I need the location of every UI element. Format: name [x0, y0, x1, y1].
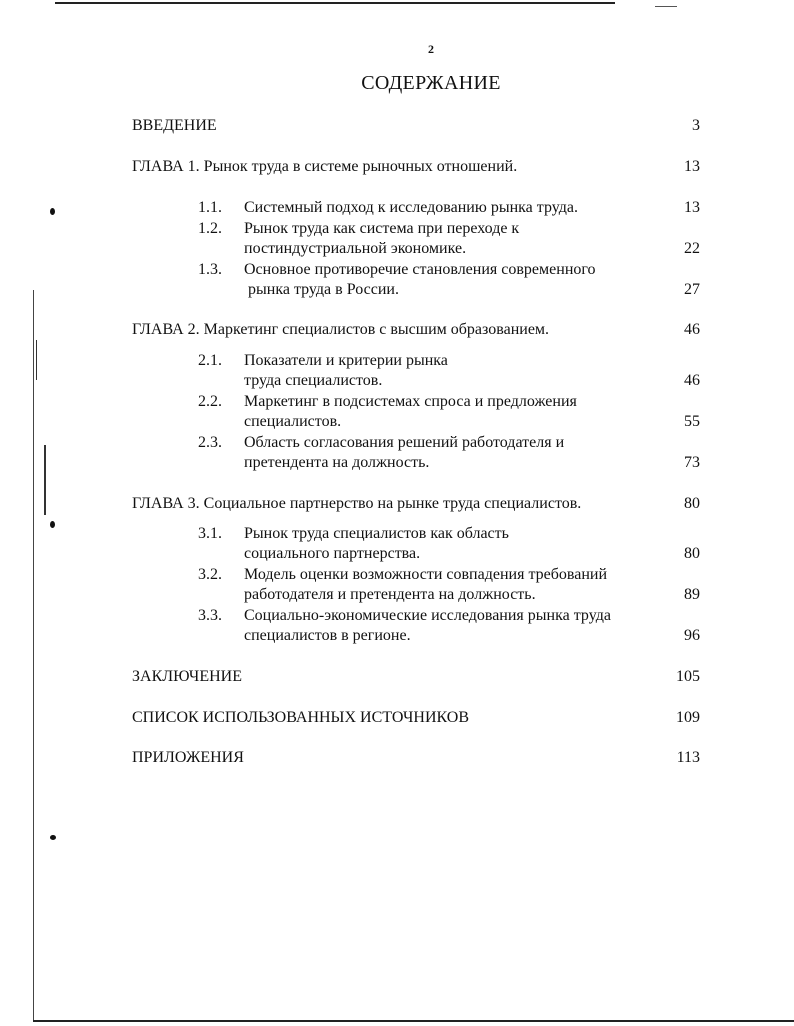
- scan-bottom-rule: [33, 1020, 794, 1022]
- scan-top-rule-short: [655, 6, 677, 7]
- toc-section-text: Маркетинг в подсистемах спроса и предложения: [244, 393, 577, 410]
- toc-section-text: претендента на должность.: [244, 454, 430, 471]
- scan-dot-mark: [50, 208, 55, 215]
- toc-section-text: Системный подход к исследованию рынка труда.: [244, 199, 578, 216]
- toc-section-num: 1.2.: [198, 220, 222, 237]
- toc-section-num: 1.1.: [198, 199, 222, 216]
- toc-section-text: Социально-экономические исследования рынка труда: [244, 607, 611, 624]
- toc-section-page: 27: [684, 281, 700, 298]
- toc-section-text: постиндустриальной экономике.: [244, 240, 467, 257]
- toc-section-page: 22: [684, 240, 700, 257]
- toc-appendices-label: ПРИЛОЖЕНИЯ: [132, 749, 244, 766]
- toc-chapter-2-label: ГЛАВА 2. Маркетинг специалистов с высшим образованием.: [132, 321, 550, 338]
- toc-section-text: социального партнерства.: [244, 545, 421, 562]
- toc-section-page: 96: [684, 627, 700, 644]
- toc-section-num: 2.1.: [198, 352, 222, 369]
- toc-section-text: Рынок труда как система при переходе к: [244, 220, 520, 237]
- toc-conclusion-page: 105: [676, 668, 700, 685]
- toc-section-page: 73: [684, 454, 700, 471]
- toc-section-page: 55: [684, 413, 700, 430]
- scan-top-rule: [55, 2, 615, 4]
- page-title: СОДЕРЖАНИЕ: [361, 72, 501, 94]
- toc-section-num: 3.1.: [198, 525, 222, 542]
- scan-tick-mark: [44, 445, 46, 515]
- toc-intro-page: 3: [692, 117, 700, 134]
- toc-references-page: 109: [676, 709, 700, 726]
- toc-intro-label: ВВЕДЕНИЕ: [132, 117, 217, 134]
- scan-left-edge: [33, 290, 34, 1020]
- toc-appendices-page: 113: [676, 749, 700, 766]
- toc-section-text: Область согласования решений работодателя и: [244, 434, 565, 451]
- toc-chapter-1-label: ГЛАВА 1. Рынок труда в системе рыночных отношений.: [132, 158, 518, 175]
- toc-section-text: специалистов в регионе.: [244, 627, 411, 644]
- toc-section-text: Показатели и критерии рынка: [244, 352, 448, 369]
- toc-chapter-3-page: 80: [684, 495, 700, 512]
- scan-tick-mark: [36, 340, 37, 380]
- toc-section-num: 1.3.: [198, 261, 222, 278]
- scan-dot-mark: [50, 521, 55, 528]
- toc-section-text: работодателя и претендента на должность.: [244, 586, 536, 603]
- toc-section-num: 3.3.: [198, 607, 222, 624]
- toc-section-num: 3.2.: [198, 566, 222, 583]
- toc-section-text: специалистов.: [244, 413, 342, 430]
- toc-section-text: Рынок труда специалистов как область: [244, 525, 509, 542]
- toc-references-label: СПИСОК ИСПОЛЬЗОВАННЫХ ИСТОЧНИКОВ: [132, 709, 470, 726]
- toc-section-text: Основное противоречие становления современного: [244, 261, 596, 278]
- toc-section-text: Модель оценки возможности совпадения требований: [244, 566, 607, 583]
- toc-section-num: 2.3.: [198, 434, 222, 451]
- scan-dot-mark: [50, 835, 56, 840]
- toc-section-page: 13: [684, 199, 700, 216]
- toc-chapter-2-page: 46: [684, 321, 700, 338]
- toc-section-page: 89: [684, 586, 700, 603]
- toc-section-page: 80: [684, 545, 700, 562]
- page-number: 2: [428, 42, 434, 56]
- toc-section-page: 46: [684, 372, 700, 389]
- toc-section-text: труда специалистов.: [244, 372, 383, 389]
- toc-section-text: рынка труда в России.: [248, 281, 399, 298]
- toc-section-num: 2.2.: [198, 393, 222, 410]
- toc-chapter-3-label: ГЛАВА 3. Социальное партнерство на рынке труда специалистов.: [132, 495, 582, 512]
- toc-conclusion-label: ЗАКЛЮЧЕНИЕ: [132, 668, 242, 685]
- toc-chapter-1-page: 13: [684, 158, 700, 175]
